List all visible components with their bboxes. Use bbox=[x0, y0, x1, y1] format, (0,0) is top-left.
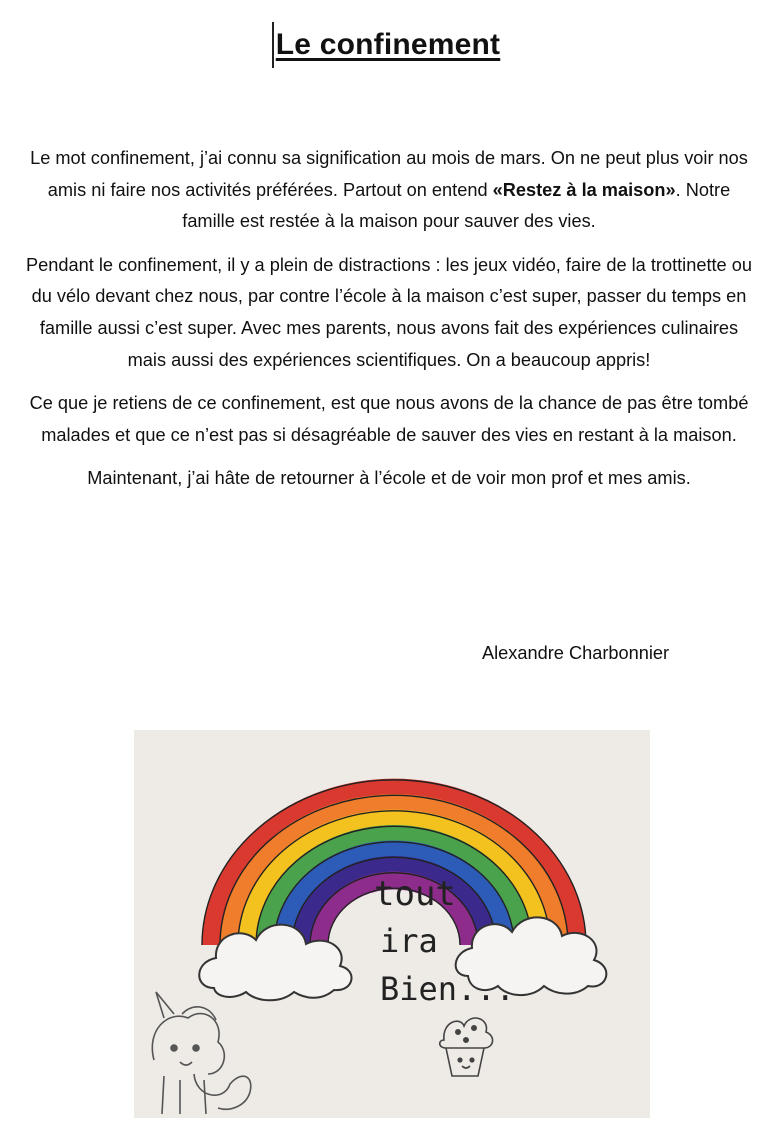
quote-bold: «Restez à la maison» bbox=[492, 179, 676, 200]
drawing-svg bbox=[134, 730, 650, 1118]
paragraph-3: Ce que je retiens de ce confinement, est que nous avons de la chance de pas être tombé malades et que ce n’est pas si désagréable de sauver des vies en restant à la maison. bbox=[29, 393, 749, 445]
paragraph-2: Pendant le confinement, il y a plein de distractions : les jeux vidéo, faire de la trottinette ou du vélo devant chez nous, par contre l’école à la maison c’est super, passer du temps en famille aussi c’est super. Avec mes parents, nous avons fait des expériences culinaires mais aussi des expériences scientifiques. On a beaucoup appris! bbox=[26, 254, 752, 370]
handwritten-word-1: tout bbox=[374, 874, 456, 914]
paragraph-4: Maintenant, j’ai hâte de retourner à l’école et de voir mon prof et mes amis. bbox=[87, 468, 691, 489]
handwritten-word-3: Bien... bbox=[380, 970, 515, 1008]
document-body bbox=[26, 143, 752, 507]
handwritten-word-2: ira bbox=[380, 922, 438, 960]
paragraph-1-start: Le mot confinement, j’ai connu sa signification au mois de mars. On ne peut plus voir nos amis ni faire nos activités préférées. Partout on entend bbox=[30, 148, 748, 200]
rainbow-drawing bbox=[134, 730, 650, 1118]
paragraph-1 bbox=[26, 143, 752, 238]
signature: Alexandre Charbonnier bbox=[482, 643, 670, 663]
cupcake-icon bbox=[440, 1018, 493, 1076]
page-title: Le confinement bbox=[272, 22, 501, 68]
paragraph-1-end: . Notre famille est restée à la maison pour sauver des vies. bbox=[182, 179, 731, 232]
unicorn-icon bbox=[152, 992, 250, 1114]
title-container bbox=[0, 22, 772, 68]
